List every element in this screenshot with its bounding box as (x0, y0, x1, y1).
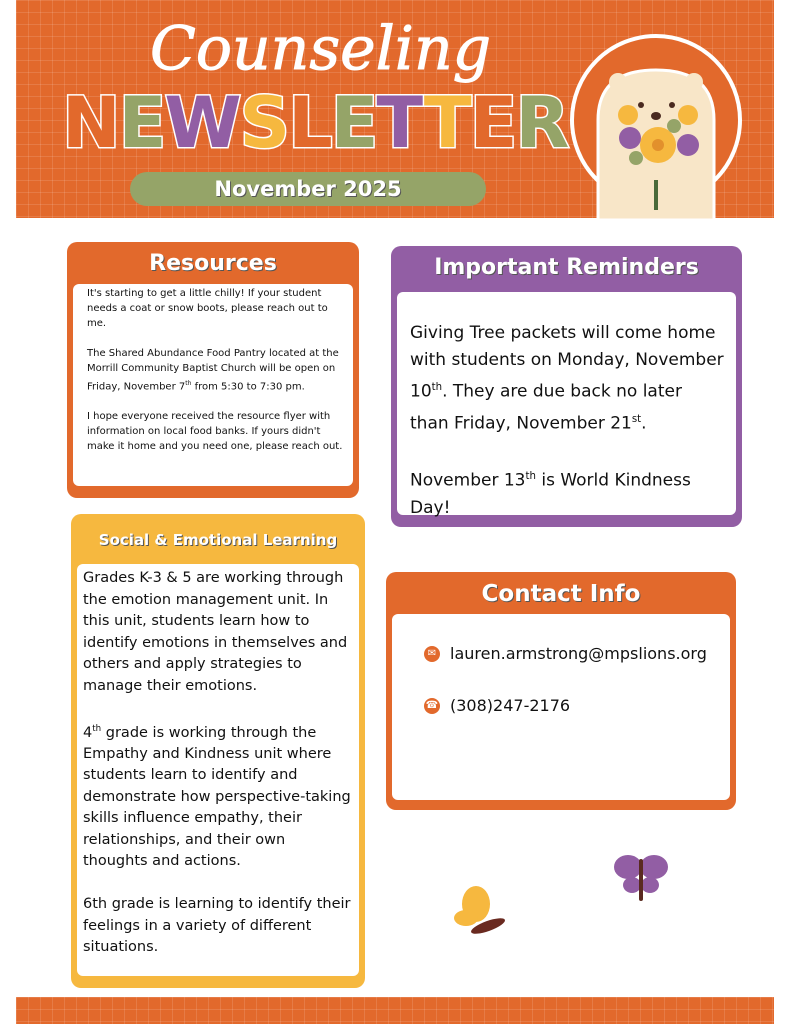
title-letter: T (423, 82, 470, 164)
lion-illustration (566, 30, 746, 220)
contact-card (386, 572, 736, 810)
phone-icon: ☎ (424, 698, 440, 714)
title-letter: E (118, 82, 165, 164)
title-letter: N (62, 82, 119, 164)
resources-heading: Resources (149, 251, 277, 276)
sel-p1: Grades K-3 & 5 are working through the emotion management unit. In this unit, students learn how to identify emotions in themselves and others and apply strategies to manage their emotions. (83, 570, 348, 694)
reminder-kindness-day: November 13th is World Kindness Day! (410, 470, 691, 518)
sel-p3: 6th grade is learning to identify their feelings in a variety of different situations. (83, 896, 351, 956)
resources-card (67, 242, 359, 498)
date-pill: November 2025 (130, 172, 486, 206)
title-letter: R (515, 82, 568, 164)
footer-bar (16, 997, 774, 1024)
resources-p2: The Shared Abundance Food Pantry located at the Morrill Community Baptist Church will be open on Friday, November 7th from 5:30 to 7:30 pm. (87, 348, 339, 393)
sel-heading: Social & Emotional Learning (98, 531, 338, 549)
title-letter: E (469, 82, 516, 164)
title-letter: L (288, 82, 331, 164)
newsletter-title (62, 82, 568, 164)
title-letter: E (330, 82, 377, 164)
reminder-giving-tree: Giving Tree packets will come home with students on Monday, November 10th. They are due back no later than Friday, November 21st. (410, 323, 724, 434)
title-letter: T (376, 82, 424, 164)
contact-heading: Contact Info (481, 581, 641, 607)
yellow-butterfly-icon (452, 880, 518, 940)
title-letter: S (239, 82, 289, 164)
email-icon: ✉ (424, 646, 440, 662)
reminders-heading: Important Reminders (434, 255, 699, 280)
title-letter: W (164, 82, 240, 164)
title-script: Counseling (150, 14, 492, 84)
sel-p2: 4th grade is working through the Empathy and Kindness unit where students learn to identify and demonstrate how perspective-taking skills influence empathy, their relationships, and their own thoughts and actions. (83, 723, 351, 870)
contact-email[interactable]: lauren.armstrong@mpslions.org (450, 644, 707, 663)
sel-card (71, 514, 365, 988)
resources-p3: I hope everyone received the resource flyer with information on local food banks. If yours didn't make it home and you need one, please reach out. (87, 411, 343, 453)
reminders-card (391, 246, 742, 527)
purple-butterfly-icon (610, 845, 670, 905)
contact-phone[interactable]: (308)247-2176 (450, 696, 571, 715)
resources-p1: It's starting to get a little chilly! If your student needs a coat or snow boots, please reach out to me. (87, 288, 328, 329)
